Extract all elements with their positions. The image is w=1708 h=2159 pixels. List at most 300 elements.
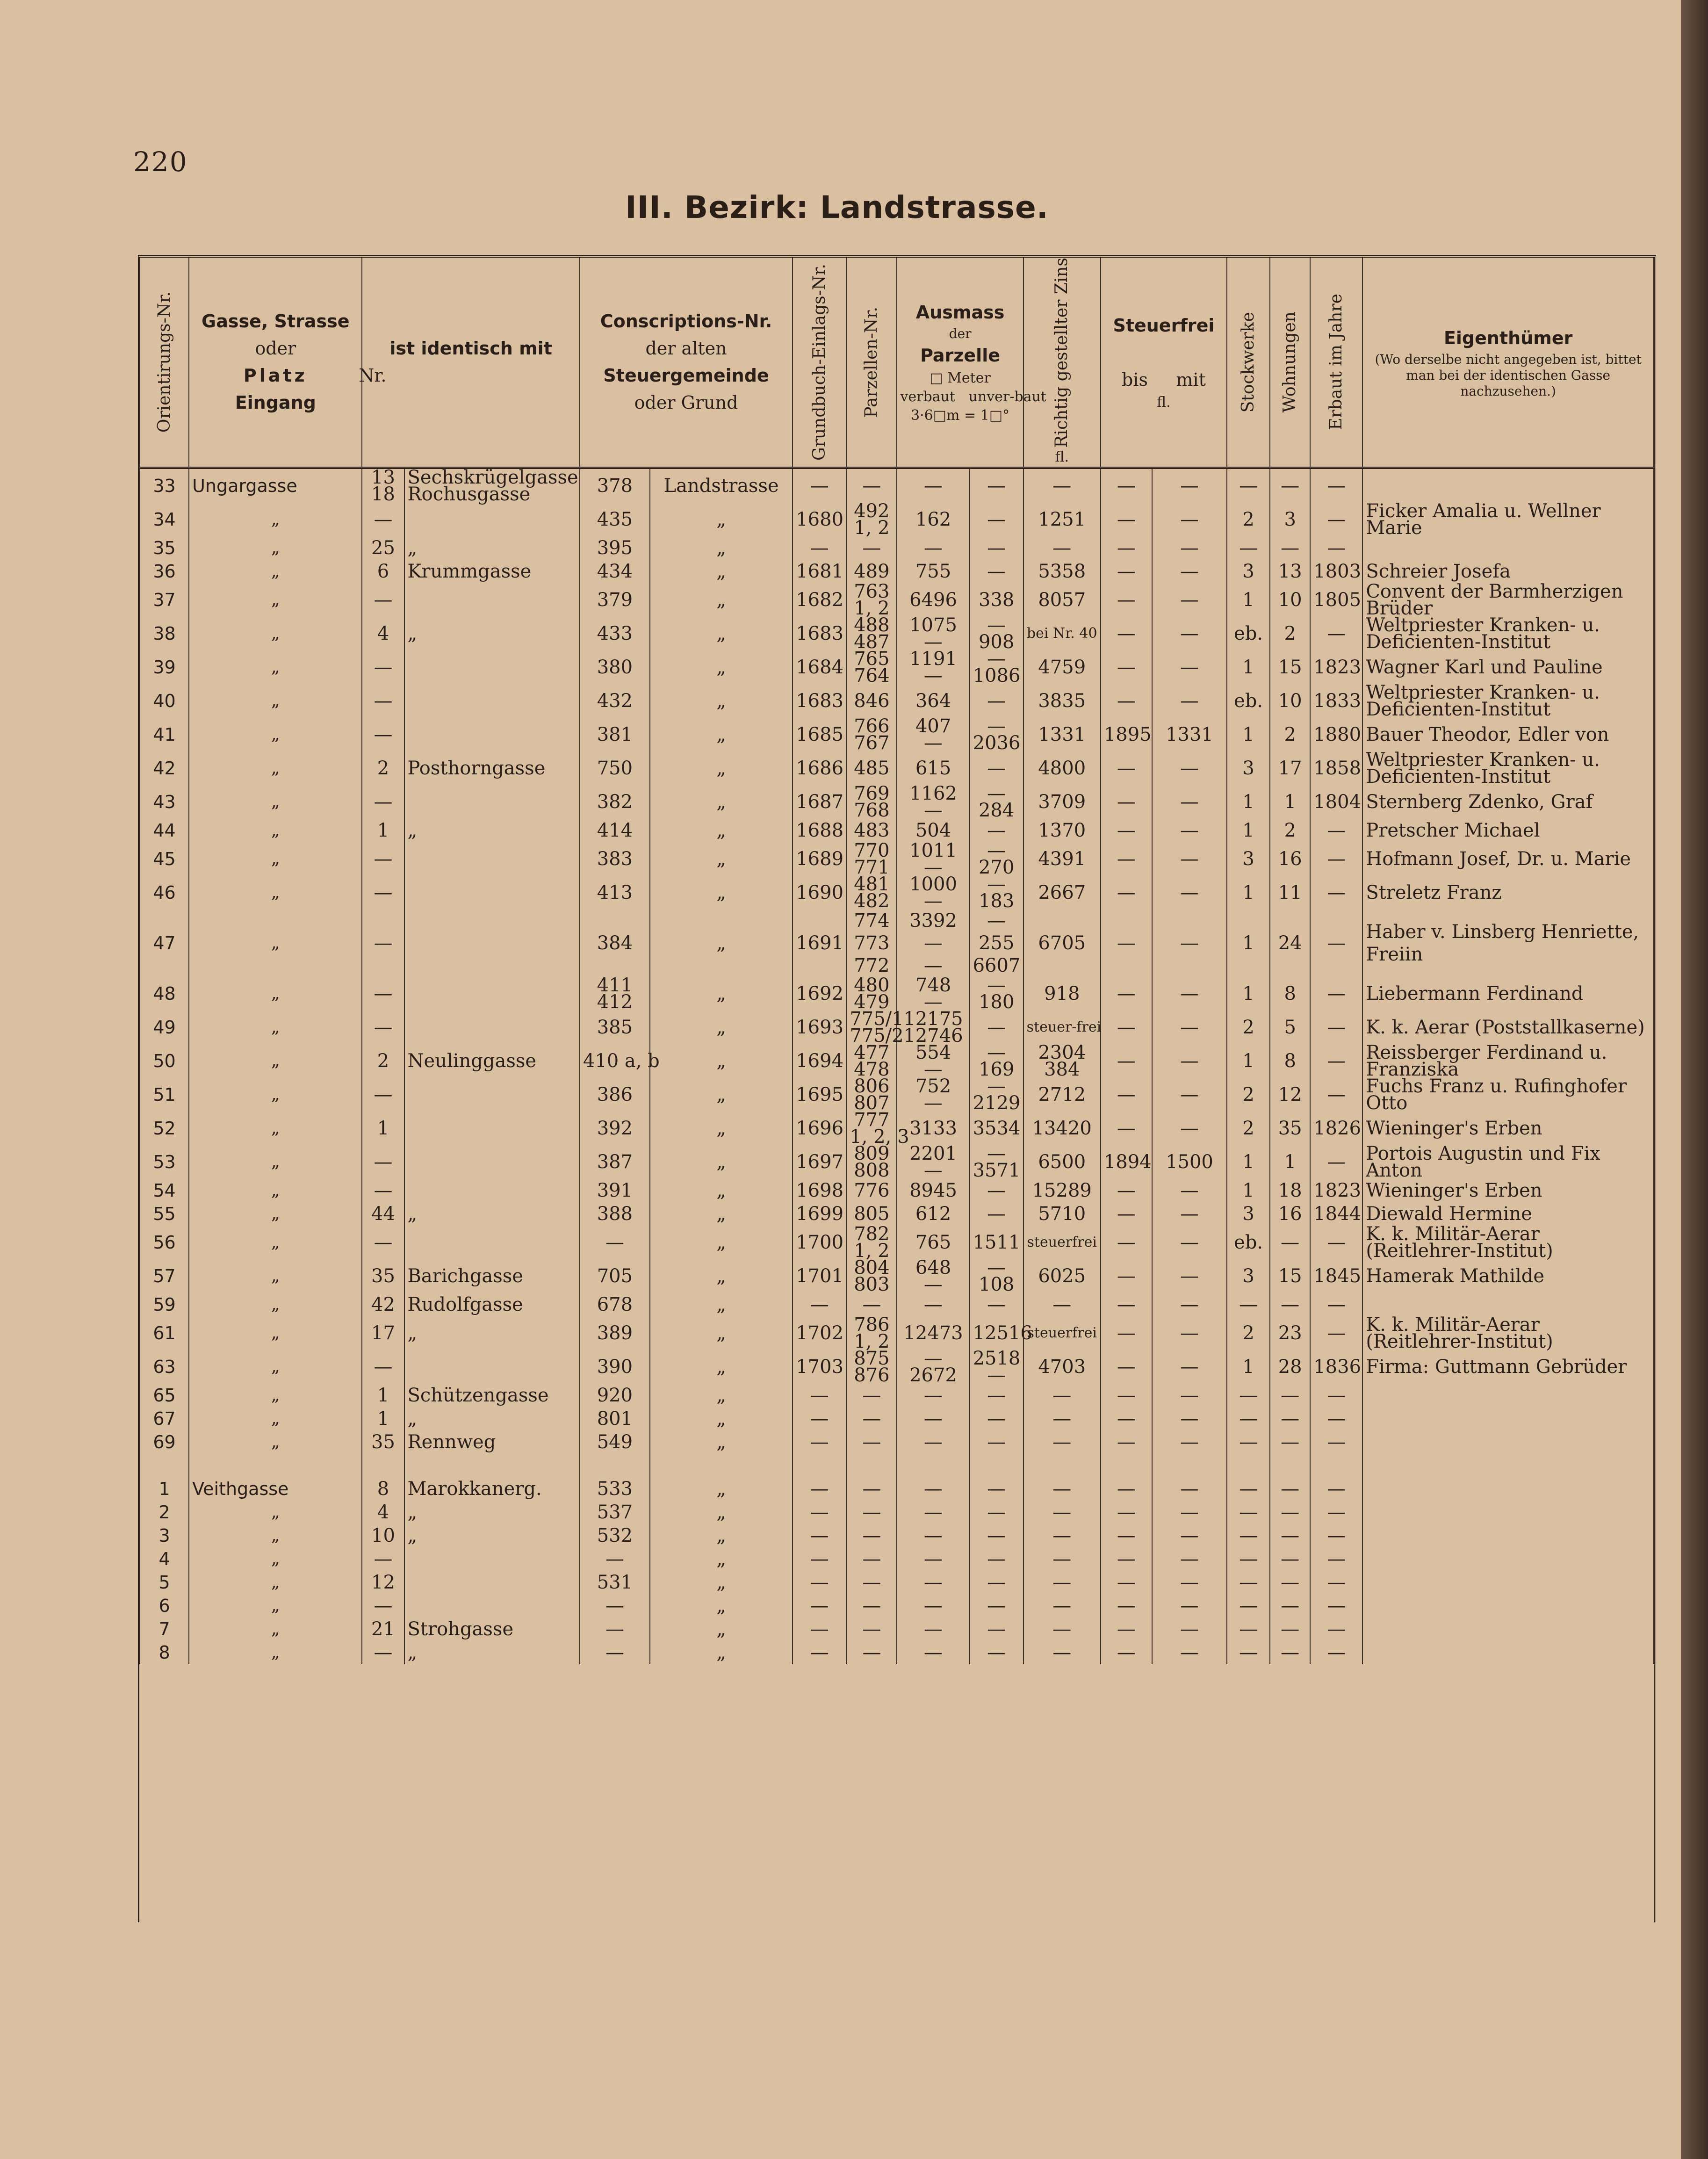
cell-identisch-nr: — [362, 718, 404, 751]
table-row [140, 1078, 1654, 1112]
table-row [140, 1547, 1654, 1571]
table-body [140, 468, 1654, 1664]
cell-erbaut: — [1310, 910, 1362, 977]
col-identisch: ist identisch mit Nr. [362, 258, 579, 468]
cell-eigenthuemer: Wagner Karl und Pauline [1362, 650, 1654, 684]
cell-steuerfrei-mit: — [1152, 1293, 1227, 1316]
cell-steuerfrei-mit: — [1152, 1430, 1227, 1454]
cell-eigenthuemer: Convent der Barmherzigen Brüder [1362, 583, 1654, 617]
cell-parzellen-nr: — [846, 1501, 897, 1524]
cell-identisch-nr: 1 [362, 1112, 404, 1145]
cell-erbaut: 1880 [1310, 718, 1362, 751]
cell-steuerfrei-bis: — [1101, 751, 1152, 785]
cell-parzellen-nr: 765 764 [846, 650, 897, 684]
cell-orientierung-nr: 47 [140, 910, 189, 977]
cell-unverbaut: 12516 [970, 1316, 1023, 1350]
cell-zins: — [1023, 1293, 1101, 1316]
cell-unverbaut: — [970, 1641, 1023, 1664]
cell-conscriptions-nr: 920 [580, 1384, 650, 1407]
cell-parzellen-nr: — [846, 1617, 897, 1641]
cell-unverbaut: — [970, 503, 1023, 536]
cell-verbaut: 554 — [897, 1044, 969, 1078]
cell-orientierung-nr: 41 [140, 718, 189, 751]
cell-zins: — [1023, 1547, 1101, 1571]
table-row [140, 1524, 1654, 1547]
cell-unverbaut: — [970, 1293, 1023, 1316]
cell-identisch-nr: 44 [362, 1202, 404, 1226]
cell-eigenthuemer: Schreier Josefa [1362, 560, 1654, 583]
cell-verbaut: 1000 — [897, 876, 969, 910]
cell-steuerfrei-bis: — [1101, 1430, 1152, 1454]
cell-eigenthuemer [1362, 1547, 1654, 1571]
cell-erbaut: 1823 [1310, 1179, 1362, 1202]
cell-grundbuch-nr: 1691 [793, 910, 846, 977]
col-grundbuch: Grundbuch-Einlags-Nr. [793, 258, 846, 468]
cell-grundbuch-nr: 1699 [793, 1202, 846, 1226]
cell-unverbaut: — [970, 1179, 1023, 1202]
cell-wohnungen: 10 [1270, 583, 1310, 617]
cell-gasse: „ [189, 1112, 362, 1145]
cell-eigenthuemer: K. k. Militär-Aerar (Reitlehrer-Institut) [1362, 1226, 1654, 1259]
cell-identisch-nr: 1 [362, 819, 404, 842]
cell-wohnungen: 17 [1270, 751, 1310, 785]
cell-steuerfrei-bis: — [1101, 468, 1152, 503]
cell-erbaut: — [1310, 1641, 1362, 1664]
cell-identisch-nr: 6 [362, 560, 404, 583]
cell-steuerfrei-bis: — [1101, 1044, 1152, 1078]
cell-wohnungen: — [1270, 536, 1310, 560]
cell-parzellen-nr: 477 478 [846, 1044, 897, 1078]
cell-erbaut: — [1310, 1617, 1362, 1641]
cell-grundbuch-nr: 1690 [793, 876, 846, 910]
cell-eigenthuemer: Portois Augustin und Fix Anton [1362, 1145, 1654, 1179]
cell-steuerfrei-mit: — [1152, 1078, 1227, 1112]
cell-orientierung-nr: 5 [140, 1571, 189, 1594]
cell-conscriptions-nr: 537 [580, 1501, 650, 1524]
cell-identisch-nr: — [362, 1078, 404, 1112]
cell-identisch-gasse [404, 1011, 580, 1044]
cell-zins: 4759 [1023, 650, 1101, 684]
cell-identisch-nr: — [362, 785, 404, 819]
cell-parzellen-nr: 770 771 [846, 842, 897, 876]
cell-grund: „ [650, 684, 793, 718]
cell-identisch-nr: — [362, 876, 404, 910]
cell-eigenthuemer: Haber v. Linsberg Henriette, Freiin [1362, 910, 1654, 977]
cell-steuerfrei-bis: — [1101, 1571, 1152, 1594]
cell-orientierung-nr: 44 [140, 819, 189, 842]
cell-zins: 3835 [1023, 684, 1101, 718]
ledger-table [138, 255, 1656, 1922]
cell-wohnungen: — [1270, 1594, 1310, 1617]
cell-steuerfrei-bis: — [1101, 583, 1152, 617]
cell-verbaut: 12473 [897, 1316, 969, 1350]
cell-zins: 6705 [1023, 910, 1101, 977]
cell-conscriptions-nr: 391 [580, 1179, 650, 1202]
cell-identisch-nr: 17 [362, 1316, 404, 1350]
cell-eigenthuemer [1362, 468, 1654, 503]
cell-zins: 1331 [1023, 718, 1101, 751]
cell-steuerfrei-bis: — [1101, 1293, 1152, 1316]
cell-grund: „ [650, 1524, 793, 1547]
cell-identisch-gasse: Rennweg [404, 1430, 580, 1454]
cell-orientierung-nr: 67 [140, 1407, 189, 1430]
cell-conscriptions-nr: 395 [580, 536, 650, 560]
cell-steuerfrei-mit: — [1152, 503, 1227, 536]
cell-gasse: „ [189, 842, 362, 876]
cell-stockwerke: — [1227, 1617, 1270, 1641]
cell-erbaut: — [1310, 1145, 1362, 1179]
cell-erbaut: — [1310, 842, 1362, 876]
cell-zins: 1251 [1023, 503, 1101, 536]
cell-conscriptions-nr: 435 [580, 503, 650, 536]
cell-parzellen-nr: 806 807 [846, 1078, 897, 1112]
cell-gasse: „ [189, 1259, 362, 1293]
cell-zins: 8057 [1023, 583, 1101, 617]
cell-wohnungen: 15 [1270, 650, 1310, 684]
cell-steuerfrei-bis: — [1101, 1384, 1152, 1407]
cell-eigenthuemer [1362, 1524, 1654, 1547]
cell-identisch-gasse: Posthorngasse [404, 751, 580, 785]
cell-parzellen-nr: 480 479 [846, 977, 897, 1011]
property-register [139, 258, 1654, 1664]
cell-steuerfrei-mit: — [1152, 560, 1227, 583]
cell-grund: Landstrasse [650, 468, 793, 503]
cell-eigenthuemer [1362, 1293, 1654, 1316]
cell-grund: „ [650, 1547, 793, 1571]
cell-unverbaut: — [970, 1384, 1023, 1407]
cell-orientierung-nr: 34 [140, 503, 189, 536]
cell-verbaut: 615 [897, 751, 969, 785]
cell-grund: „ [650, 1179, 793, 1202]
cell-identisch-gasse: „ [404, 1407, 580, 1430]
cell-gasse: „ [189, 1501, 362, 1524]
cell-grund: „ [650, 1112, 793, 1145]
cell-orientierung-nr: 35 [140, 536, 189, 560]
cell-eigenthuemer: Fuchs Franz u. Rufinghofer Otto [1362, 1078, 1654, 1112]
cell-unverbaut: — [970, 1547, 1023, 1571]
cell-verbaut: — [897, 1524, 969, 1547]
cell-conscriptions-nr: 392 [580, 1112, 650, 1145]
cell-eigenthuemer: Ficker Amalia u. Wellner Marie [1362, 503, 1654, 536]
cell-parzellen-nr: 782 1, 2 [846, 1226, 897, 1259]
cell-identisch-nr: — [362, 1641, 404, 1664]
cell-zins: — [1023, 1594, 1101, 1617]
cell-identisch-gasse: „ [404, 1641, 580, 1664]
cell-wohnungen: 35 [1270, 1112, 1310, 1145]
table-row [140, 1407, 1654, 1430]
table-row [140, 1179, 1654, 1202]
cell-identisch-gasse [404, 977, 580, 1011]
cell-verbaut: — [897, 1407, 969, 1430]
cell-stockwerke: 3 [1227, 751, 1270, 785]
cell-conscriptions-nr: 801 [580, 1407, 650, 1430]
cell-orientierung-nr: 54 [140, 1179, 189, 1202]
cell-erbaut: — [1310, 536, 1362, 560]
cell-parzellen-nr: — [846, 1594, 897, 1617]
cell-gasse: „ [189, 751, 362, 785]
cell-parzellen-nr: — [846, 1524, 897, 1547]
cell-eigenthuemer: Diewald Hermine [1362, 1202, 1654, 1226]
cell-grund: „ [650, 1407, 793, 1430]
col-gasse: Gasse, Strasse oder Platz Eingang [189, 258, 362, 468]
cell-stockwerke: — [1227, 1384, 1270, 1407]
cell-grundbuch-nr: 1683 [793, 684, 846, 718]
table-row [140, 785, 1654, 819]
cell-unverbaut: — 1086 [970, 650, 1023, 684]
cell-steuerfrei-bis: — [1101, 819, 1152, 842]
cell-wohnungen: — [1270, 1293, 1310, 1316]
cell-conscriptions-nr: 434 [580, 560, 650, 583]
table-row [140, 1384, 1654, 1407]
cell-unverbaut: — 180 [970, 977, 1023, 1011]
cell-stockwerke: — [1227, 1524, 1270, 1547]
cell-steuerfrei-mit: — [1152, 1259, 1227, 1293]
cell-grund: „ [650, 1226, 793, 1259]
table-row [140, 583, 1654, 617]
cell-unverbaut: — 2129 [970, 1078, 1023, 1112]
cell-parzellen-nr: — [846, 1571, 897, 1594]
cell-gasse: „ [189, 1316, 362, 1350]
cell-verbaut: — [897, 1430, 969, 1454]
cell-wohnungen: — [1270, 1547, 1310, 1571]
cell-identisch-gasse [404, 583, 580, 617]
table-row [140, 1571, 1654, 1594]
cell-zins: 1370 [1023, 819, 1101, 842]
cell-conscriptions-nr: 433 [580, 617, 650, 650]
cell-erbaut: 1804 [1310, 785, 1362, 819]
cell-parzellen-nr: — [846, 1641, 897, 1664]
cell-zins: 4800 [1023, 751, 1101, 785]
cell-unverbaut: — [970, 1571, 1023, 1594]
cell-conscriptions-nr: 411 412 [580, 977, 650, 1011]
cell-wohnungen: 23 [1270, 1316, 1310, 1350]
cell-stockwerke: — [1227, 1641, 1270, 1664]
cell-steuerfrei-bis: — [1101, 1477, 1152, 1501]
cell-orientierung-nr: 51 [140, 1078, 189, 1112]
cell-identisch-gasse [404, 842, 580, 876]
cell-steuerfrei-mit: — [1152, 1316, 1227, 1350]
cell-verbaut: — [897, 1547, 969, 1571]
cell-gasse: „ [189, 560, 362, 583]
cell-erbaut: — [1310, 876, 1362, 910]
cell-unverbaut: — 270 [970, 842, 1023, 876]
cell-wohnungen: 13 [1270, 560, 1310, 583]
cell-wohnungen: — [1270, 1430, 1310, 1454]
cell-orientierung-nr: 45 [140, 842, 189, 876]
cell-steuerfrei-bis: — [1101, 1226, 1152, 1259]
cell-parzellen-nr: — [846, 1477, 897, 1501]
cell-eigenthuemer [1362, 1384, 1654, 1407]
cell-parzellen-nr: 492 1, 2 [846, 503, 897, 536]
cell-identisch-nr: — [362, 1011, 404, 1044]
cell-orientierung-nr: 40 [140, 684, 189, 718]
table-row [140, 1617, 1654, 1641]
cell-steuerfrei-bis: — [1101, 1202, 1152, 1226]
cell-unverbaut: — [970, 560, 1023, 583]
cell-verbaut: — [897, 1293, 969, 1316]
cell-unverbaut: — [970, 1011, 1023, 1044]
cell-grundbuch-nr: 1680 [793, 503, 846, 536]
cell-unverbaut: — [970, 468, 1023, 503]
cell-steuerfrei-bis: — [1101, 560, 1152, 583]
cell-orientierung-nr: 50 [140, 1044, 189, 1078]
cell-identisch-gasse: Barichgasse [404, 1259, 580, 1293]
cell-gasse: „ [189, 1594, 362, 1617]
cell-grundbuch-nr: 1693 [793, 1011, 846, 1044]
cell-steuerfrei-mit: — [1152, 583, 1227, 617]
cell-unverbaut: — 108 [970, 1259, 1023, 1293]
cell-stockwerke: 1 [1227, 910, 1270, 977]
cell-gasse: „ [189, 1571, 362, 1594]
cell-gasse: „ [189, 1430, 362, 1454]
cell-orientierung-nr: 49 [140, 1011, 189, 1044]
cell-stockwerke: — [1227, 1501, 1270, 1524]
cell-identisch-nr: 42 [362, 1293, 404, 1316]
cell-parzellen-nr: 805 [846, 1202, 897, 1226]
cell-verbaut: 364 [897, 684, 969, 718]
cell-steuerfrei-bis: — [1101, 1112, 1152, 1145]
cell-stockwerke: 1 [1227, 718, 1270, 751]
cell-grundbuch-nr: 1696 [793, 1112, 846, 1145]
cell-grundbuch-nr: 1682 [793, 583, 846, 617]
cell-orientierung-nr: 39 [140, 650, 189, 684]
cell-grund: „ [650, 819, 793, 842]
cell-gasse: „ [189, 1226, 362, 1259]
cell-grundbuch-nr: — [793, 1524, 846, 1547]
cell-erbaut: — [1310, 1044, 1362, 1078]
cell-grund: „ [650, 536, 793, 560]
cell-grund: „ [650, 1594, 793, 1617]
cell-eigenthuemer: Wieninger's Erben [1362, 1179, 1654, 1202]
cell-eigenthuemer [1362, 1407, 1654, 1430]
cell-steuerfrei-mit: — [1152, 1202, 1227, 1226]
cell-erbaut: — [1310, 1226, 1362, 1259]
cell-eigenthuemer: K. k. Militär-Aerar (Reitlehrer-Institut) [1362, 1316, 1654, 1350]
cell-conscriptions-nr: 384 [580, 910, 650, 977]
page-title: III. Bezirk: Landstrasse. [625, 189, 1049, 225]
cell-verbaut: 1011 — [897, 842, 969, 876]
cell-identisch-nr: 1 [362, 1407, 404, 1430]
cell-identisch-nr: 4 [362, 1501, 404, 1524]
table-row [140, 819, 1654, 842]
cell-grundbuch-nr: — [793, 1547, 846, 1571]
cell-gasse: „ [189, 1011, 362, 1044]
cell-orientierung-nr: 53 [140, 1145, 189, 1179]
table-row [140, 1259, 1654, 1293]
cell-unverbaut: — 2036 [970, 718, 1023, 751]
cell-grundbuch-nr: 1695 [793, 1078, 846, 1112]
cell-orientierung-nr: 8 [140, 1641, 189, 1664]
cell-zins: steuerfrei [1023, 1226, 1101, 1259]
cell-zins: — [1023, 1384, 1101, 1407]
cell-erbaut: 1833 [1310, 684, 1362, 718]
cell-verbaut: 8945 [897, 1179, 969, 1202]
cell-grund: „ [650, 842, 793, 876]
cell-eigenthuemer: Weltpriester Kranken- u. Deficienten-Institut [1362, 617, 1654, 650]
cell-gasse: „ [189, 876, 362, 910]
cell-unverbaut: — 908 [970, 617, 1023, 650]
cell-identisch-nr: — [362, 910, 404, 977]
table-row [140, 876, 1654, 910]
cell-conscriptions-nr: 414 [580, 819, 650, 842]
cell-identisch-nr: 25 [362, 536, 404, 560]
cell-grund: „ [650, 1430, 793, 1454]
cell-wohnungen: — [1270, 1617, 1310, 1641]
cell-grundbuch-nr: 1697 [793, 1145, 846, 1179]
cell-unverbaut: — [970, 751, 1023, 785]
cell-steuerfrei-bis: 1895 [1101, 718, 1152, 751]
table-row [140, 684, 1654, 718]
cell-zins: 4703 [1023, 1350, 1101, 1384]
cell-conscriptions-nr: 750 [580, 751, 650, 785]
cell-identisch-gasse: Marokkanerg. [404, 1477, 580, 1501]
cell-steuerfrei-bis: — [1101, 1350, 1152, 1384]
cell-zins: — [1023, 1407, 1101, 1430]
cell-verbaut: 12175 12746 [897, 1011, 969, 1044]
col-parzellen: Parzellen-Nr. [846, 258, 897, 468]
cell-grundbuch-nr: 1689 [793, 842, 846, 876]
cell-conscriptions-nr: 678 [580, 1293, 650, 1316]
cell-zins: 15289 [1023, 1179, 1101, 1202]
cell-steuerfrei-mit: — [1152, 977, 1227, 1011]
cell-unverbaut: — [970, 1501, 1023, 1524]
cell-zins: 3709 [1023, 785, 1101, 819]
cell-conscriptions-nr: 388 [580, 1202, 650, 1226]
cell-parzellen-nr: 875 876 [846, 1350, 897, 1384]
cell-orientierung-nr: 57 [140, 1259, 189, 1293]
cell-conscriptions-nr: 532 [580, 1524, 650, 1547]
col-zins: Richtig gestellter Zins fl. [1023, 258, 1101, 468]
col-eigenthuemer: Eigenthümer (Wo derselbe nicht angegeben ist, bittet man bei der identischen Gasse nachzusehen.) [1362, 258, 1654, 468]
cell-identisch-gasse [404, 876, 580, 910]
cell-gasse: „ [189, 977, 362, 1011]
col-orientierung: Orientirungs-Nr. [140, 258, 189, 468]
cell-gasse: „ [189, 1202, 362, 1226]
table-row [140, 1477, 1654, 1501]
cell-unverbaut: 338 [970, 583, 1023, 617]
cell-grundbuch-nr: — [793, 1407, 846, 1430]
cell-grund: „ [650, 751, 793, 785]
cell-verbaut: 2201 — [897, 1145, 969, 1179]
cell-zins: 5358 [1023, 560, 1101, 583]
col-steuerfrei: Steuerfrei bis mit fl. [1101, 258, 1227, 468]
cell-eigenthuemer: Pretscher Michael [1362, 819, 1654, 842]
cell-zins: — [1023, 1571, 1101, 1594]
cell-grundbuch-nr: 1702 [793, 1316, 846, 1350]
cell-identisch-nr: 2 [362, 751, 404, 785]
cell-identisch-gasse [404, 1145, 580, 1179]
cell-verbaut: — [897, 468, 969, 503]
cell-steuerfrei-bis: — [1101, 650, 1152, 684]
cell-stockwerke: — [1227, 1430, 1270, 1454]
cell-identisch-nr: 4 [362, 617, 404, 650]
cell-gasse: „ [189, 1617, 362, 1641]
cell-stockwerke: 1 [1227, 1145, 1270, 1179]
cell-grundbuch-nr: — [793, 536, 846, 560]
cell-unverbaut: — 169 [970, 1044, 1023, 1078]
cell-parzellen-nr: 774 773 772 [846, 910, 897, 977]
cell-orientierung-nr: 2 [140, 1501, 189, 1524]
cell-gasse: „ [189, 617, 362, 650]
cell-identisch-gasse [404, 910, 580, 977]
cell-gasse: „ [189, 536, 362, 560]
table-row [140, 1430, 1654, 1454]
cell-grund: „ [650, 1641, 793, 1664]
cell-eigenthuemer [1362, 536, 1654, 560]
cell-gasse: „ [189, 819, 362, 842]
cell-eigenthuemer: Hofmann Josef, Dr. u. Marie [1362, 842, 1654, 876]
cell-orientierung-nr: 4 [140, 1547, 189, 1571]
